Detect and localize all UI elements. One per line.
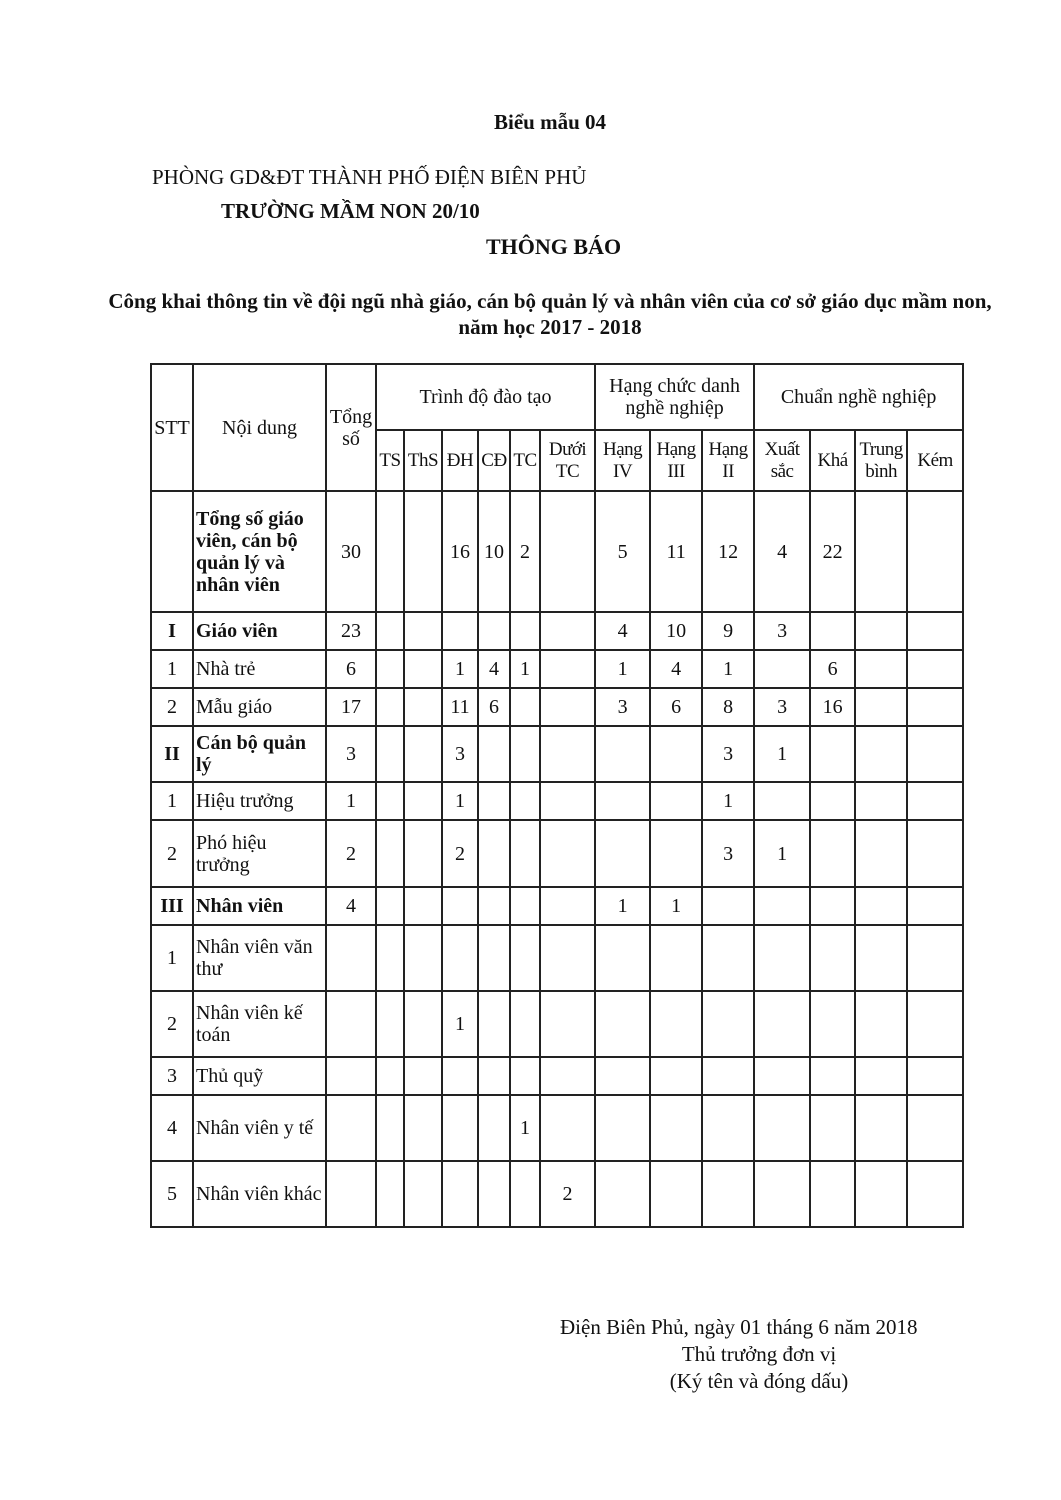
cell-rank3: 10: [650, 612, 702, 650]
cell-excellent: 1: [754, 726, 810, 782]
cell-rank2: 8: [702, 688, 754, 726]
cell-below-tc: [540, 612, 595, 650]
cell-rank4: [595, 726, 650, 782]
cell-ts: [376, 991, 404, 1057]
cell-content: Tổng số giáo viên, cán bộ quản lý và nhân viên: [193, 491, 326, 612]
cell-dh: 3: [442, 726, 478, 782]
header-ths: ThS: [404, 430, 442, 491]
cell-ths: [404, 726, 442, 782]
cell-tc: [510, 782, 540, 820]
cell-ts: [376, 887, 404, 925]
header-standard-group: Chuẩn nghề nghiệp: [754, 364, 963, 430]
cell-good: 16: [810, 688, 855, 726]
cell-total: [326, 925, 376, 991]
cell-weak: [907, 991, 963, 1057]
cell-average: [855, 688, 907, 726]
cell-weak: [907, 1057, 963, 1095]
cell-dh: 2: [442, 820, 478, 887]
cell-excellent: [754, 991, 810, 1057]
cell-cd: [478, 1095, 510, 1161]
cell-content: Nhân viên y tế: [193, 1095, 326, 1161]
cell-content: Nhà trẻ: [193, 650, 326, 688]
cell-weak: [907, 782, 963, 820]
cell-dh: [442, 925, 478, 991]
cell-rank3: [650, 726, 702, 782]
cell-ths: [404, 612, 442, 650]
cell-cd: [478, 820, 510, 887]
cell-ths: [404, 887, 442, 925]
cell-rank4: [595, 1095, 650, 1161]
cell-below-tc: [540, 820, 595, 887]
cell-total: 1: [326, 782, 376, 820]
header-weak: Kém: [907, 430, 963, 491]
cell-excellent: [754, 1095, 810, 1161]
cell-average: [855, 491, 907, 612]
cell-total: 6: [326, 650, 376, 688]
cell-weak: [907, 925, 963, 991]
place-date: Điện Biên Phủ, ngày 01 tháng 6 năm 2018: [560, 1315, 918, 1339]
table-row: [151, 1161, 963, 1227]
cell-rank3: [650, 820, 702, 887]
table-row: [151, 782, 963, 820]
cell-total: [326, 1095, 376, 1161]
cell-tc: [510, 820, 540, 887]
cell-content: Hiệu trưởng: [193, 782, 326, 820]
table-row: [151, 887, 963, 925]
cell-rank2: [702, 1161, 754, 1227]
cell-excellent: 3: [754, 688, 810, 726]
cell-stt: [151, 491, 193, 612]
cell-tc: [510, 1161, 540, 1227]
cell-weak: [907, 491, 963, 612]
cell-stt: 1: [151, 925, 193, 991]
header-rank4: Hạng IV: [595, 430, 650, 491]
cell-average: [855, 726, 907, 782]
cell-content: Phó hiệu trưởng: [193, 820, 326, 887]
cell-rank4: 4: [595, 612, 650, 650]
cell-weak: [907, 612, 963, 650]
cell-total: 17: [326, 688, 376, 726]
cell-stt: 5: [151, 1161, 193, 1227]
cell-rank3: [650, 1057, 702, 1095]
cell-rank2: 9: [702, 612, 754, 650]
cell-ts: [376, 650, 404, 688]
cell-excellent: [754, 887, 810, 925]
cell-average: [855, 1095, 907, 1161]
table-row: [151, 650, 963, 688]
cell-below-tc: [540, 925, 595, 991]
cell-rank3: [650, 1161, 702, 1227]
cell-content: Nhân viên khác: [193, 1161, 326, 1227]
cell-ths: [404, 491, 442, 612]
cell-rank3: 1: [650, 887, 702, 925]
cell-ts: [376, 1057, 404, 1095]
signer-note: (Ký tên và đóng dấu): [669, 1369, 849, 1393]
cell-stt: 3: [151, 1057, 193, 1095]
cell-excellent: [754, 1057, 810, 1095]
cell-rank2: [702, 991, 754, 1057]
cell-weak: [907, 1161, 963, 1227]
cell-total: [326, 991, 376, 1057]
cell-below-tc: 2: [540, 1161, 595, 1227]
cell-average: [855, 991, 907, 1057]
cell-tc: [510, 925, 540, 991]
cell-ths: [404, 688, 442, 726]
cell-ths: [404, 1057, 442, 1095]
cell-rank4: [595, 925, 650, 991]
header-rank2: Hạng II: [702, 430, 754, 491]
cell-dh: 1: [442, 650, 478, 688]
header-good: Khá: [810, 430, 855, 491]
cell-excellent: 4: [754, 491, 810, 612]
table-row: [151, 1095, 963, 1161]
department-name: PHÒNG GD&ĐT THÀNH PHỐ ĐIỆN BIÊN PHỦ: [152, 165, 587, 189]
cell-content: Giáo viên: [193, 612, 326, 650]
cell-rank2: 1: [702, 650, 754, 688]
cell-average: [855, 782, 907, 820]
header-training-group: Trình độ đào tạo: [376, 364, 595, 430]
cell-dh: [442, 887, 478, 925]
cell-stt: 2: [151, 820, 193, 887]
table-row: [151, 991, 963, 1057]
cell-cd: 10: [478, 491, 510, 612]
cell-ts: [376, 925, 404, 991]
cell-content: Mẫu giáo: [193, 688, 326, 726]
cell-content: Nhân viên văn thư: [193, 925, 326, 991]
cell-ts: [376, 491, 404, 612]
cell-good: [810, 1057, 855, 1095]
cell-good: [810, 925, 855, 991]
cell-cd: [478, 887, 510, 925]
cell-below-tc: [540, 688, 595, 726]
cell-rank3: [650, 925, 702, 991]
cell-rank2: 3: [702, 820, 754, 887]
notice-subtitle: Công khai thông tin về đội ngũ nhà giáo, cán bộ quản lý và nhân viên của cơ sở giáo dục mầm non, năm học 2017 - 2018: [108, 289, 992, 339]
table-row: [151, 925, 963, 991]
cell-excellent: 1: [754, 820, 810, 887]
cell-stt: 1: [151, 782, 193, 820]
cell-rank3: [650, 1095, 702, 1161]
cell-ts: [376, 726, 404, 782]
cell-cd: [478, 991, 510, 1057]
cell-rank3: [650, 782, 702, 820]
cell-ths: [404, 1161, 442, 1227]
cell-rank4: 1: [595, 650, 650, 688]
cell-ts: [376, 1095, 404, 1161]
cell-stt: 1: [151, 650, 193, 688]
cell-tc: [510, 887, 540, 925]
header-cd: CĐ: [478, 430, 510, 491]
cell-average: [855, 1057, 907, 1095]
table-row: [151, 491, 963, 612]
cell-good: [810, 887, 855, 925]
cell-weak: [907, 1095, 963, 1161]
cell-below-tc: [540, 726, 595, 782]
cell-content: Nhân viên kế toán: [193, 991, 326, 1057]
table-row: [151, 1057, 963, 1095]
cell-rank4: 3: [595, 688, 650, 726]
cell-stt: 2: [151, 688, 193, 726]
cell-ths: [404, 820, 442, 887]
cell-cd: [478, 726, 510, 782]
cell-rank3: 6: [650, 688, 702, 726]
cell-cd: [478, 1161, 510, 1227]
cell-tc: [510, 1057, 540, 1095]
signer-title: Thủ trưởng đơn vị: [681, 1342, 837, 1366]
cell-cd: [478, 925, 510, 991]
cell-stt: 2: [151, 991, 193, 1057]
cell-below-tc: [540, 1095, 595, 1161]
cell-rank3: 11: [650, 491, 702, 612]
cell-ths: [404, 650, 442, 688]
header-total: Tổng số: [326, 364, 376, 491]
cell-total: 23: [326, 612, 376, 650]
cell-rank2: 12: [702, 491, 754, 612]
header-stt: STT: [151, 364, 193, 491]
cell-rank2: [702, 887, 754, 925]
staff-table: [150, 363, 964, 1228]
cell-tc: [510, 726, 540, 782]
cell-rank4: [595, 1161, 650, 1227]
cell-tc: 2: [510, 491, 540, 612]
header-below-tc: Dưới TC: [540, 430, 595, 491]
cell-rank2: 1: [702, 782, 754, 820]
cell-stt: 4: [151, 1095, 193, 1161]
cell-rank3: [650, 991, 702, 1057]
table-header: [151, 364, 963, 491]
header-excellent: Xuất sắc: [754, 430, 810, 491]
cell-ts: [376, 688, 404, 726]
cell-stt: II: [151, 726, 193, 782]
cell-tc: 1: [510, 1095, 540, 1161]
notice-title: THÔNG BÁO: [486, 234, 622, 259]
table-body: [151, 491, 963, 1227]
table-row: [151, 820, 963, 887]
cell-dh: 16: [442, 491, 478, 612]
cell-total: [326, 1161, 376, 1227]
cell-weak: [907, 820, 963, 887]
header-content: Nội dung: [193, 364, 326, 491]
cell-rank2: 3: [702, 726, 754, 782]
table-row: [151, 688, 963, 726]
cell-rank2: [702, 925, 754, 991]
cell-good: [810, 820, 855, 887]
cell-average: [855, 887, 907, 925]
cell-rank4: [595, 991, 650, 1057]
cell-cd: 4: [478, 650, 510, 688]
cell-total: 3: [326, 726, 376, 782]
header-dh: ĐH: [442, 430, 478, 491]
cell-good: [810, 1161, 855, 1227]
cell-excellent: [754, 650, 810, 688]
cell-rank4: 5: [595, 491, 650, 612]
cell-excellent: [754, 1161, 810, 1227]
header-ts: TS: [376, 430, 404, 491]
cell-excellent: 3: [754, 612, 810, 650]
cell-tc: [510, 612, 540, 650]
cell-below-tc: [540, 887, 595, 925]
cell-excellent: [754, 925, 810, 991]
cell-ths: [404, 925, 442, 991]
cell-stt: III: [151, 887, 193, 925]
cell-below-tc: [540, 491, 595, 612]
cell-rank4: [595, 1057, 650, 1095]
cell-content: Nhân viên: [193, 887, 326, 925]
cell-dh: 11: [442, 688, 478, 726]
cell-ts: [376, 820, 404, 887]
cell-weak: [907, 887, 963, 925]
cell-below-tc: [540, 650, 595, 688]
cell-good: [810, 726, 855, 782]
cell-dh: [442, 1095, 478, 1161]
cell-ts: [376, 1161, 404, 1227]
cell-tc: [510, 991, 540, 1057]
form-label: Biểu mẫu 04: [494, 110, 607, 134]
cell-dh: 1: [442, 991, 478, 1057]
cell-dh: [442, 612, 478, 650]
cell-dh: [442, 1161, 478, 1227]
cell-weak: [907, 726, 963, 782]
cell-rank4: [595, 820, 650, 887]
cell-weak: [907, 688, 963, 726]
cell-cd: 6: [478, 688, 510, 726]
cell-rank2: [702, 1057, 754, 1095]
cell-tc: [510, 688, 540, 726]
cell-ths: [404, 782, 442, 820]
school-name: TRƯỜNG MẦM NON 20/10: [221, 199, 480, 223]
cell-weak: [907, 650, 963, 688]
cell-cd: [478, 612, 510, 650]
cell-total: 30: [326, 491, 376, 612]
cell-ts: [376, 612, 404, 650]
cell-ths: [404, 991, 442, 1057]
cell-rank4: 1: [595, 887, 650, 925]
cell-cd: [478, 1057, 510, 1095]
cell-below-tc: [540, 1057, 595, 1095]
cell-rank2: [702, 1095, 754, 1161]
cell-below-tc: [540, 782, 595, 820]
cell-average: [855, 820, 907, 887]
cell-dh: 1: [442, 782, 478, 820]
cell-dh: [442, 1057, 478, 1095]
cell-average: [855, 1161, 907, 1227]
cell-cd: [478, 782, 510, 820]
cell-good: [810, 612, 855, 650]
table-row: [151, 612, 963, 650]
cell-ths: [404, 1095, 442, 1161]
cell-content: Thủ quỹ: [193, 1057, 326, 1095]
cell-total: 4: [326, 887, 376, 925]
cell-tc: 1: [510, 650, 540, 688]
header-tc: TC: [510, 430, 540, 491]
table-row: [151, 726, 963, 782]
cell-total: 2: [326, 820, 376, 887]
cell-good: [810, 991, 855, 1057]
cell-rank4: [595, 782, 650, 820]
cell-good: 22: [810, 491, 855, 612]
cell-average: [855, 650, 907, 688]
cell-average: [855, 612, 907, 650]
cell-rank3: 4: [650, 650, 702, 688]
cell-good: [810, 782, 855, 820]
cell-good: 6: [810, 650, 855, 688]
cell-good: [810, 1095, 855, 1161]
cell-below-tc: [540, 991, 595, 1057]
header-rank-group: Hạng chức danh nghề nghiệp: [595, 364, 754, 430]
cell-stt: I: [151, 612, 193, 650]
cell-excellent: [754, 782, 810, 820]
cell-ts: [376, 782, 404, 820]
header-average: Trung bình: [855, 430, 907, 491]
cell-total: [326, 1057, 376, 1095]
cell-average: [855, 925, 907, 991]
cell-content: Cán bộ quản lý: [193, 726, 326, 782]
header-rank3: Hạng III: [650, 430, 702, 491]
